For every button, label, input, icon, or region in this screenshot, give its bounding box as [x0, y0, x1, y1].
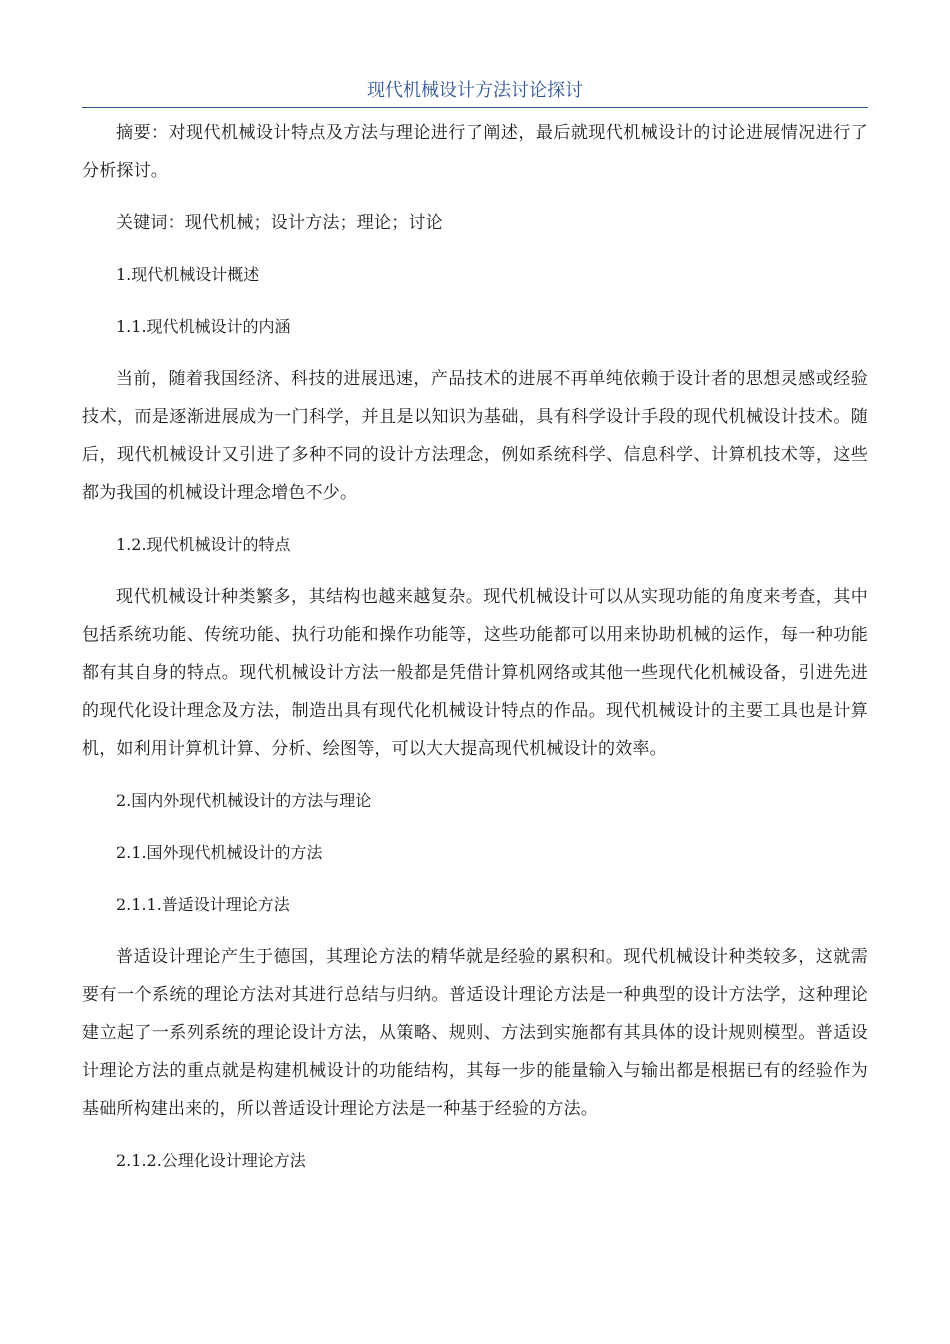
spacer [82, 564, 868, 578]
spacer [82, 294, 868, 308]
subsection-heading: 2.1.国外现代机械设计的方法 [116, 843, 323, 862]
document-page [82, 78, 868, 1180]
spacer [82, 242, 868, 256]
spacer [82, 924, 868, 938]
section-heading: 1.现代机械设计概述 [116, 265, 260, 284]
subsection-heading: 1.2.现代机械设计的特点 [116, 535, 291, 554]
abstract-paragraph: 摘要：对现代机械设计特点及方法与理论进行了阐述，最后就现代机械设计的讨论进展情况进行了分析探讨。 [82, 123, 868, 181]
spacer [82, 346, 868, 360]
spacer [82, 872, 868, 886]
section-heading: 2.国内外现代机械设计的方法与理论 [116, 791, 372, 810]
body-paragraph: 现代机械设计种类繁多，其结构也越来越复杂。现代机械设计可以从实现功能的角度来考查，其中包括系统功能、传统功能、执行功能和操作功能等，这些功能都可以用来协助机械的运作，每一种功能都有其自身的特点。现代机械设计方法一般都是凭借计算机网络或其他一些现代化机械设备，引进先进的现代化设计理念及方法，制造出具有现代化机械设计特点的作品。现代机械设计的主要工具也是计算机，如利用计算机计算、分析、绘图等，可以大大提高现代机械设计的效率。 [82, 587, 868, 759]
body-paragraph: 普适设计理论产生于德国，其理论方法的精华就是经验的累积和。现代机械设计种类较多，这就需要有一个系统的理论方法对其进行总结与归纳。普适设计理论方法是一种典型的设计方法学，这种理论建立起了一系列系统的理论设计方法，从策略、规则、方法到实施都有其具体的设计规则模型。普适设计理论方法的重点就是构建机械设计的功能结构，其每一步的能量输入与输出都是根据已有的经验作为基础所构建出来的，所以普适设计理论方法是一种基于经验的方法。 [82, 947, 868, 1119]
spacer [82, 190, 868, 204]
subsubsection-heading: 2.1.2.公理化设计理论方法 [116, 1151, 306, 1170]
subsection-heading: 1.1.现代机械设计的内涵 [116, 317, 291, 336]
title-underline [82, 107, 868, 108]
spacer [82, 768, 868, 782]
spacer [82, 512, 868, 526]
document-title: 现代机械设计方法讨论探讨 [367, 80, 583, 101]
spacer [82, 820, 868, 834]
body-paragraph: 当前，随着我国经济、科技的进展迅速，产品技术的进展不再单纯依赖于设计者的思想灵感或经验技术，而是逐渐进展成为一门科学，并且是以知识为基础，具有科学设计手段的现代机械设计技术。随后，现代机械设计又引进了多种不同的设计方法理念，例如系统科学、信息科学、计算机技术等，这些都为我国的机械设计理念增色不少。 [82, 369, 868, 503]
spacer [82, 1128, 868, 1142]
keywords-line: 关键词：现代机械；设计方法；理论；讨论 [116, 213, 443, 233]
subsubsection-heading: 2.1.1.普适设计理论方法 [116, 895, 290, 914]
